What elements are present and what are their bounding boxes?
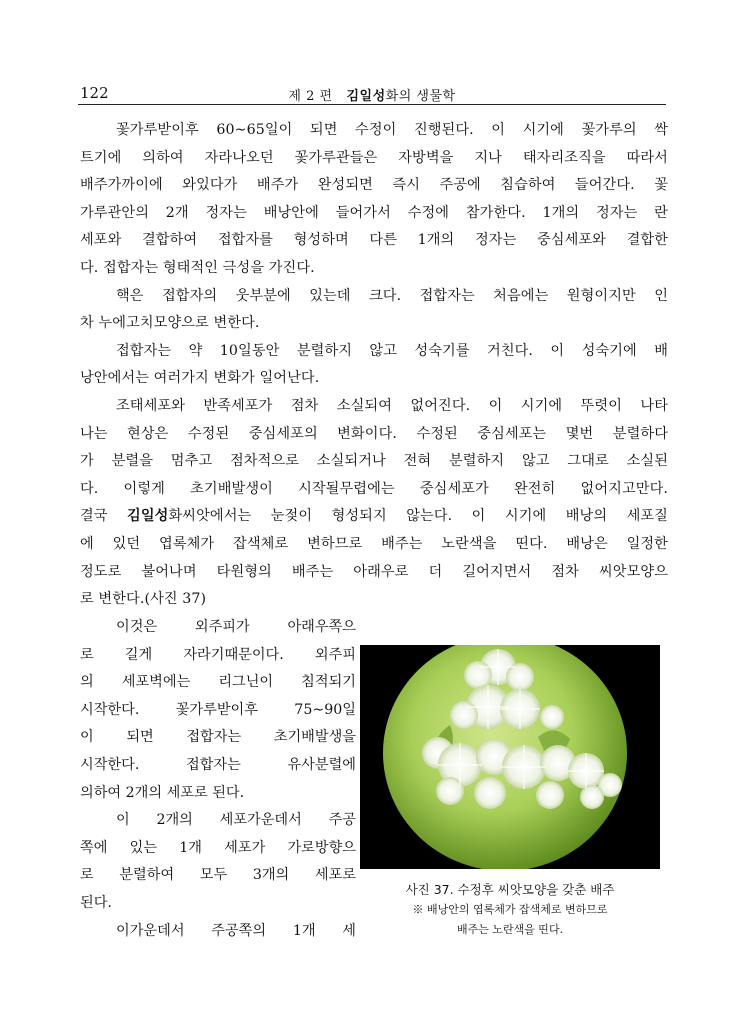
caption-note: ※ 배낭안의 엽록체가 잡색체로 변하므로	[412, 903, 608, 916]
text-line: 된다.	[80, 894, 112, 911]
text-line: 로 분렬하여 모두 3개의 세포로	[80, 867, 356, 884]
subject-bold-inline: 김일성	[127, 508, 169, 525]
text-line: 이 2개의 세포가운데서 주공	[116, 812, 356, 829]
text-line: 에 있던 엽록체가 잡색체로 변하므로 배주는 노란색을 띤다. 배낭은 일정한	[80, 535, 668, 552]
text-line: 핵은 접합자의 웃부분에 있는데 크다. 접합자는 처음에는 원형이지만 인	[116, 287, 668, 304]
text-line: 로 변한다.(사진 37)	[80, 591, 207, 608]
text-line: 로 길게 자라기때문이다. 외주피	[80, 646, 356, 663]
subject-bold: 김일성	[346, 89, 386, 104]
text-line: 정도로 불어나며 타원형의 배주는 아래우로 더 길어지면서 점차 씨앗모양으	[80, 563, 668, 580]
text-line: 조태세포와 반족세포가 점차 소실되여 없어진다. 이 시기에 뚜렷이 나타	[116, 397, 668, 414]
part-label: 제 2 편	[288, 89, 333, 104]
subject-rest: 화의 생물학	[385, 89, 456, 104]
text-line: 다. 접합자는 형태적인 극성을 가진다.	[80, 259, 315, 276]
text-run: 결국	[80, 508, 128, 525]
ovule-photo	[360, 645, 660, 869]
page-number: 122	[80, 84, 109, 102]
wrapped-text-column	[80, 614, 356, 945]
main-text	[80, 117, 668, 614]
text-run: 화씨앗에서는 눈젖이 형성되지 않는다. 이 시기에 배낭의 세포질	[168, 508, 668, 525]
running-head	[78, 85, 666, 104]
caption-note: 배주는 노란색을 띤다.	[456, 923, 564, 936]
figure-caption	[360, 880, 660, 940]
text-line: 트기에 의하여 자라나오던 꽃가루관들은 자방벽을 지나 태자리조직을 따라서	[80, 149, 668, 166]
text-line: 차 누에고치모양으로 변한다.	[80, 315, 260, 332]
text-line: 꽃가루받이후 60∼65일이 되면 수정이 진행된다. 이 시기에 꽃가루의 싹	[116, 122, 668, 138]
text-line: 다. 이렇게 초기배발생이 시작될무렵에는 중심세포가 완전히 없어지고만다.	[80, 480, 668, 497]
caption-title: 사진 37. 수정후 씨앗모양을 갖춘 배주	[405, 882, 615, 897]
text-line: 쪽에 있는 1개 세포가 가로방향으	[80, 839, 356, 856]
page-header	[78, 84, 666, 104]
text-line: 세포와 결합하여 접합자를 형성하며 다른 1개의 정자는 중심세포와 결합한	[80, 232, 668, 249]
text-line: 이 되면 접합자는 초기배발생을	[80, 729, 356, 746]
text-line: 낭안에서는 여러가지 변화가 일어난다.	[80, 370, 320, 387]
ovule-image	[360, 645, 660, 869]
text-line: 가 분렬을 멈추고 점차적으로 소실되거나 전혀 분렬하지 않고 그대로 소실된	[80, 453, 668, 470]
text-line: 나는 현상은 수정된 중심세포의 변화이다. 수정된 중심세포는 몇번 분렬하다	[80, 425, 668, 442]
text-line: 가루관안의 2개 정자는 배낭안에 들어가서 수정에 참가한다. 1개의 정자는 란	[80, 204, 668, 221]
text-line	[80, 503, 668, 531]
header-rule	[78, 104, 666, 105]
text-line: 이것은 외주피가 아래우쪽으	[116, 619, 356, 635]
text-line: 시작한다. 접합자는 유사분렬에	[80, 756, 356, 773]
text-line: 의하여 2개의 세포로 된다.	[80, 784, 245, 801]
text-line: 의 세포벽에는 리그닌이 침적되기	[80, 674, 356, 691]
text-line: 시작한다. 꽃가루받이후 75∼90일	[80, 701, 356, 718]
text-line: 배주가까이에 와있다가 배주가 완성되면 즉시 주공에 침습하여 들어간다. 꽃	[80, 177, 668, 194]
text-line: 이가운데서 주공쪽의 1개 세	[116, 922, 356, 939]
text-line: 접합자는 약 10일동안 분렬하지 않고 성숙기를 거친다. 이 성숙기에 배	[116, 342, 668, 359]
